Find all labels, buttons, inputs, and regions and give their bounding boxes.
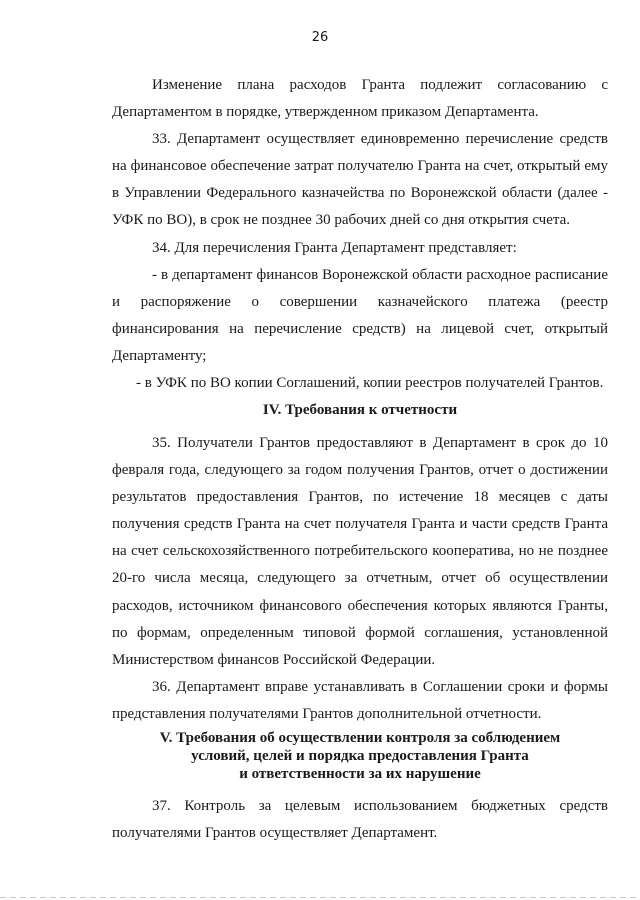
section-heading-5-line2: условий, целей и порядка предоставления Гранта xyxy=(191,748,529,764)
paragraph-34-item-2: - в УФК по ВО копии Соглашений, копии реестров получателей Грантов. xyxy=(136,375,604,392)
paragraph-34-item-1: - в департамент финансов Воронежской области расходное расписание и распоряжение о совершении казначейского платежа (реестр финансирования на перечисление средств) на лицевой счет, открытый Департаменту; xyxy=(112,266,608,364)
text-block-3 xyxy=(112,793,608,847)
section-heading-5 xyxy=(112,729,608,783)
section-heading-5-line3: и ответственности за их нарушение xyxy=(239,766,481,782)
text-block-1 xyxy=(112,72,608,397)
paragraph-35: 35. Получатели Грантов предоставляют в Департамент в срок до 10 февраля года, следующего за годом получения Грантов, отчет о достижении результатов предоставления Грантов, по истечение 18 месяцев с даты получения средств Гранта на счет получателя Гранта и части средств Гранта на счет сельскохозяйственного потребительского кооператива, но не позднее 20-го числа месяца, следующего за отчетным, отчет об осуществлении расходов, источником финансового обеспечения которых являются Гранты, по формам, определенным типовой формой соглашения, установленной Министерством финансов Российской Федерации. xyxy=(112,435,608,668)
page-number: 26 xyxy=(311,30,329,45)
section-heading-4: IV. Требования к отчетности xyxy=(262,402,458,418)
section-heading-5-line1: V. Требования об осуществлении контроля за соблюдением xyxy=(159,730,561,746)
text-block-2 xyxy=(112,430,608,728)
scan-edge-line xyxy=(0,897,640,898)
paragraph-33: 33. Департамент осуществляет единовременно перечисление средств на финансовое обеспечение затрат получателю Гранта на счет, открытый ему в Управлении Федерального казначейства по Воронежской области (далее - УФК по ВО), в срок не позднее 30 рабочих дней со дня открытия счета. xyxy=(112,131,608,229)
paragraph-plan-change-line2: Департаментом в порядке, утвержденном приказом Департамента. xyxy=(112,104,539,121)
paragraph-plan-change-line1: Изменение плана расходов Гранта подлежит согласованию с xyxy=(152,77,608,93)
paragraph-36: 36. Департамент вправе устанавливать в Соглашении сроки и формы представления получателями Грантов дополнительной отчетности. xyxy=(112,678,608,722)
paragraph-34: 34. Для перечисления Гранта Департамент представляет: xyxy=(152,239,517,256)
paragraph-37: 37. Контроль за целевым использованием бюджетных средств получателями Грантов осуществляет Департамент. xyxy=(112,798,608,842)
